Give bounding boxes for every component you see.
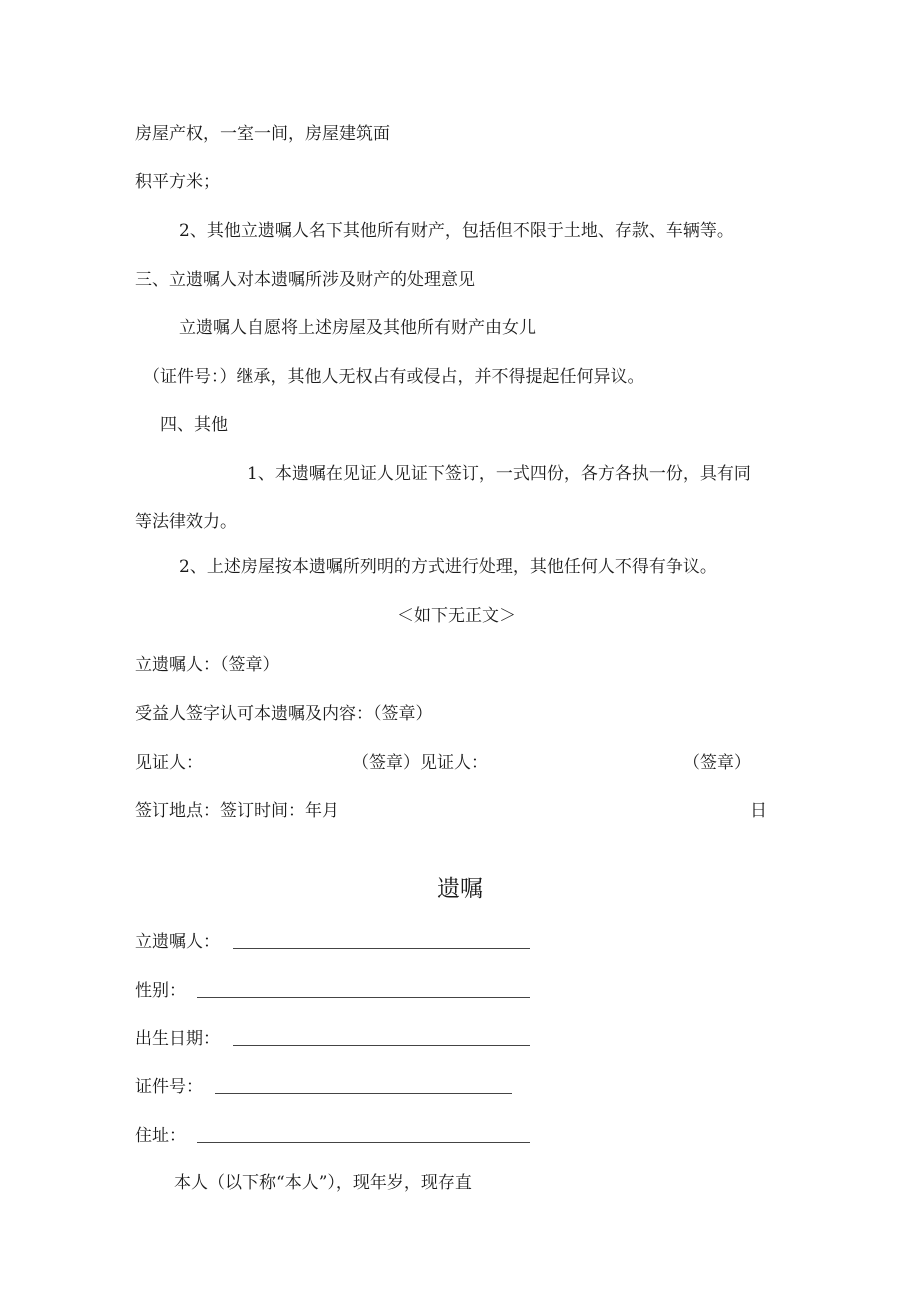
address-field-blank (197, 1142, 530, 1143)
testator-field-label: 立遗嘱人： (135, 932, 220, 952)
gender-field-label: 性别： (135, 981, 186, 1001)
section-4-heading: 四、其他 (160, 415, 228, 435)
id-number-field-label: 证件号： (135, 1077, 203, 1097)
signing-day-label: 日 (750, 801, 767, 821)
other-clause-1a: 1、本遗嘱在见证人见证下签订，一式四份，各方各执一份，具有同 (247, 464, 751, 484)
other-clause-1b: 等法律效力。 (135, 512, 237, 532)
will-intro-line: 本人（以下称“本人”），现年岁，现存直 (174, 1173, 472, 1193)
other-clause-2: 2、上述房屋按本遗嘱所列明的方式进行处理，其他任何人不得有争议。 (179, 557, 717, 577)
property-line-1: 房屋产权，一室一间，房屋建筑面 (135, 124, 390, 144)
testator-signature-line: 立遗嘱人：（签章） (135, 655, 280, 675)
birthdate-field-blank (233, 1045, 530, 1046)
signing-place-and-time: 签订地点：签订时间：年月 (135, 801, 339, 821)
witness-seal-2: （签章） (683, 753, 751, 773)
document-title: 遗嘱 (437, 876, 483, 902)
disposition-line-1: 立遗嘱人自愿将上述房屋及其他所有财产由女儿 (179, 318, 536, 338)
witness-label-1: 见证人： (135, 753, 203, 773)
end-of-text-marker: ＜如下无正文＞ (397, 606, 516, 626)
other-property-clause: 2、其他立遗嘱人名下其他所有财产，包括但不限于土地、存款、车辆等。 (179, 221, 734, 241)
witness-seal-and-label-2: （签章）见证人： (352, 753, 488, 773)
address-field-label: 住址： (135, 1126, 186, 1146)
property-line-2: 积平方米； (135, 172, 220, 192)
birthdate-field-label: 出生日期： (135, 1029, 220, 1049)
testator-field-blank (233, 948, 530, 949)
beneficiary-signature-line: 受益人签字认可本遗嘱及内容：（签章） (135, 704, 433, 724)
disposition-line-2: （证件号：）继承，其他人无权占有或侵占，并不得提起任何异议。 (143, 367, 645, 387)
gender-field-blank (197, 997, 530, 998)
id-number-field-blank (215, 1093, 512, 1094)
section-3-heading: 三、立遗嘱人对本遗嘱所涉及财产的处理意见 (135, 270, 475, 290)
